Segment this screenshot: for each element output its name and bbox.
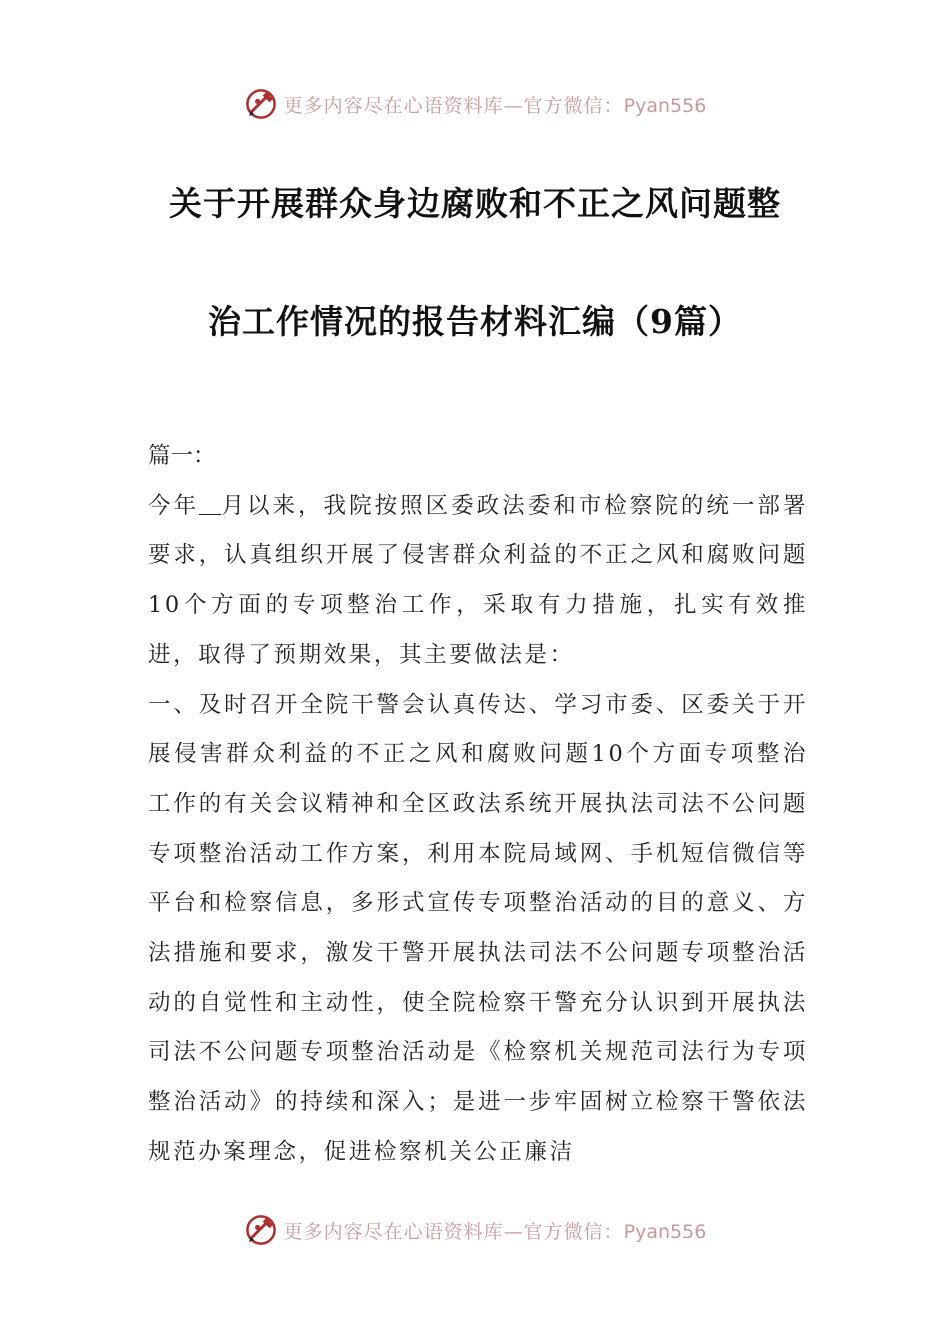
document-title-line-2: 治工作情况的报告材料汇编（9篇） (208, 302, 742, 341)
fill-in-blank (199, 492, 221, 515)
document-body (148, 432, 808, 1178)
header-watermark-banner (0, 84, 950, 124)
footer-banner-text (284, 1217, 707, 1244)
paragraph-section-1: 一、及时召开全院干警会认真传达、学习市委、区委关于开展侵害群众利益的不正之风和腐败问题10个方面专项整治工作的有关会议精神和全区政法系统开展执法司法不公问题专项整治活动工作方案，利用本院局域网、手机短信微信等平台和检察信息，多形式宣传专项整治活动的目的意义、方法措施和要求，激发干警开展执法司法不公问题专项整治活动的自觉性和主动性，使全院检察干警充分认识到开展执法司法不公问题专项整治活动是《检察机关规范司法行为专项整治活动》的持续和深入；是进一步牢固树立检察干警依法规范办案理念，促进检察机关公正廉洁 (148, 691, 808, 1165)
intro-rest-text: 月以来，我院按照区委政法委和市检察院的统一部署要求，认真组织开展了侵害群众利益的不正之风和腐败问题10个方面的专项整治工作，采取有力措施，扎实有效推进，取得了预期效果，其主要做法是： (148, 492, 808, 668)
document-title-line-1: 关于开展群众身边腐败和不正之风问题整 (169, 184, 781, 223)
paragraph-intro (148, 482, 808, 681)
header-banner-label: 更多内容尽在心语资料库—官方微信： (283, 94, 624, 117)
header-wechat-id: Pyan556 (623, 94, 707, 117)
footer-banner-label: 更多内容尽在心语资料库—官方微信： (283, 1220, 624, 1243)
header-banner-text (284, 91, 707, 118)
footer-watermark-banner (0, 1210, 950, 1250)
pen-logo-icon (244, 87, 278, 121)
footer-wechat-id: Pyan556 (623, 1220, 707, 1243)
section-label: 篇一： (148, 443, 216, 469)
pen-logo-icon (244, 1213, 278, 1247)
intro-lead-text: 今年 (148, 492, 200, 519)
